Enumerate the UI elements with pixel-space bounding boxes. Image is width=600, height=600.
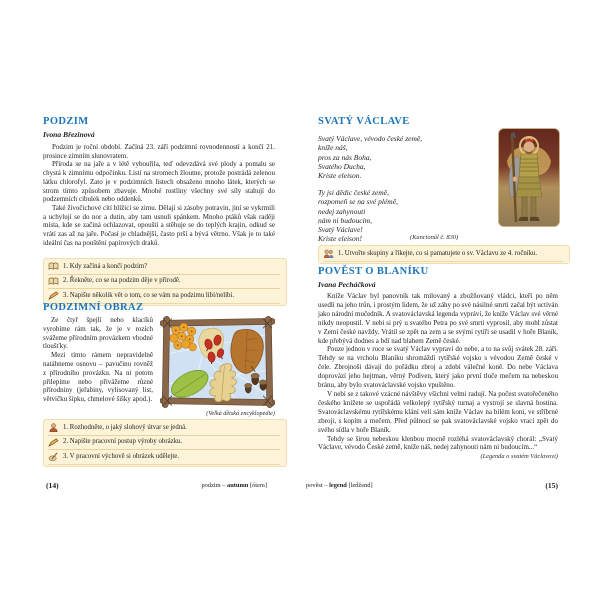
vocab-pronunciation: [ledžend] <box>346 482 373 489</box>
vocab-english: legend <box>329 482 347 489</box>
section-heading-povest-o-blaniku: POVĚST O BLANÍKU <box>318 266 429 277</box>
verse-line: Kriste eleison. <box>318 171 362 181</box>
craft-text <box>43 316 153 417</box>
author-name: Ivona Březinová <box>43 130 95 139</box>
task-box-podzim <box>43 258 287 306</box>
task-label: 2. Napište pracovní postup výroby obrázku. <box>63 438 183 446</box>
vocab-entry <box>201 482 267 489</box>
legend-attribution: (Legenda o svatém Václavovi) <box>480 453 558 461</box>
vocab-czech: pověst – <box>306 482 330 489</box>
section-heading-svaty-vaclave: SVATÝ VÁCLAVE <box>318 116 410 127</box>
task-item <box>48 436 280 451</box>
task-item <box>48 450 280 465</box>
page-number: (15) <box>545 481 558 490</box>
paragraph: Podzim je roční období. Začíná 23. září podzimní rovnodenností a končí 21. prosince zimním slunovratem. <box>43 143 275 160</box>
task-box-obraz <box>43 419 287 467</box>
pencil-icon <box>48 438 59 447</box>
hymn-source: (Kancionál č. 830) <box>410 234 459 241</box>
verse-line: Svatého Ducha, <box>318 161 366 171</box>
section-heading-podzimni-obraz: PODZIMNÍ OBRAZ <box>43 302 144 313</box>
saint-wenceslas-painting <box>498 128 560 227</box>
task-label: 2. Řekněte, co se na podzim děje v přírodě. <box>63 277 181 285</box>
verse-line: rozpomeň se na své plémě, <box>318 197 398 207</box>
book-icon <box>48 262 59 271</box>
autumn-picture-illustration <box>160 316 275 408</box>
verse-line: Svatý Václave! <box>318 225 363 235</box>
vocab-entry <box>306 482 373 489</box>
page-left <box>43 0 275 600</box>
task-label: 1. Rozhodněte, o jaký slohový útvar se jedná. <box>63 423 187 431</box>
hymn-stanza-1 <box>318 134 488 180</box>
verse-line: Ty jsi dědic české země, <box>318 188 389 197</box>
verse-line: nám ni budoucím, <box>318 215 372 225</box>
task-label: 3. Napište několik vět o tom, co se vám na podzimu líbí/nelíbí. <box>63 291 235 299</box>
task-label: 1. Utvořte skupiny a říkejte, co si pamatujete o sv. Václavu ze 4. ročníku. <box>338 249 538 257</box>
vocab-czech: podzim – <box>201 482 228 489</box>
verse-line: Kriste eleison! <box>318 234 362 244</box>
paragraph: Příroda se na jaře a v létě vybouřila, teď odevzdává své plody a pomalu se chystá k zimnímu odpočinku. Listí na stromech žloutne, protože postrádá zelenou látku chlorofyl. Zato je v podzimních listech obsaženo mnoho látek, kterých se strom tímto způsobem zbavuje. Mnohé rostliny všechny své síly stahují do podzemních cibulek nebo oddenků. <box>43 160 275 204</box>
paragraph: Kníže Václav byl panovník tak milovaný a zbožňovaný vládci, kteří po něm usedli na jeho trůn, i prostým lidem, že už záhy po své násilné smrti začal být uctíván jako národní mučedník. A svatováclavská legenda vypráví, že kníže Václav své věrné nikdy neopustil. V nebi si prý u svatého Petra po své smrti vyprosil, aby mohl zůstat v Zemi české navždy. Vrátil se zpět na zem a se svými rytíři se usadil v hoře Blaník, kde přebývá dodnes a bdí nad blahem Země české. <box>318 292 558 345</box>
task-item <box>48 275 280 290</box>
verse-line: nedej zahynouti <box>318 206 366 216</box>
task-item <box>323 247 563 262</box>
task-item <box>48 260 280 275</box>
craft-section <box>43 316 275 417</box>
legend-text <box>318 292 558 462</box>
book-icon <box>48 277 59 286</box>
pencil-icon <box>48 291 59 300</box>
task-label: 1. Kdy začíná a končí podzim? <box>63 262 148 270</box>
hand-pen-icon <box>48 452 59 461</box>
autumn-twig-frame-picture <box>160 316 275 417</box>
paragraph: V nebi se z takové vzácné návštěvy všichni velmi radují. Na počest svatořečeného českého knížete se uspořádá velkolepý rytířský turnaj a vystrojí se slavná hostina. Svatováclavskému rytířskému klání velí sám kníže Václav na bílém koni, ve stříbrné zbroji, s kopím a mečem. Před půlnocí se pak svatováclavské vojsko vrací zpět do svého sídla v hoře Blaník. <box>318 389 558 434</box>
verse-line: kníže náš, <box>318 143 348 153</box>
vocab-pronunciation: [ótem] <box>248 482 267 489</box>
page-number: (14) <box>46 481 59 490</box>
task-label: 3. V pracovní výchově si obrázek udělejte. <box>63 452 180 460</box>
saint-wenceslas-illustration <box>499 129 559 226</box>
paragraph: Také živočichové cítí blížící se zimu. Dělají si zásoby potravin, jiní se vykrmili a uchylují se do nor a dutin, aby tam usnuli spánkem. Mnoho ptáků však raději místa, kde se začíná ochlazovat, opouští a stěhuje se do teplých krajin, odkud se vrátí zas až na jaře. Počasí je chladnější, často prší a bývá větrno. Však je to také ideální čas na pouštění papírových draků. <box>43 203 275 247</box>
paragraph: Pouze jednou v roce se svatý Václav vypraví do nebe, a to na svůj svátek 28. září. Tehdy se na vrcholu Blaníku shromáždí rytířské vojsko s vévodou Země české v čele. Zbrojnoši dávají do pořádku zbroj a zdobí válečné koně. Do nebe Václava doprovází jeho hejtman, věrný Podiven, který jako první tluče mečem na nebeskou bránu, aby bylo svatováclavské vojsko vpuštěno. <box>318 345 558 390</box>
verse-line: pros za nás Boha, <box>318 152 372 162</box>
image-caption: (Velká dětská encyklopedie) <box>206 410 275 417</box>
verse-line: Svatý Václave, vévodo české země, <box>318 134 423 143</box>
vocab-english: autumn <box>227 482 249 489</box>
paragraph: Tehdy se širou nebeskou klenbou mocně rozléhá svatováclavský chorál: „Svatý Václave, vévodo České země, kníže náš, nedej zahynouti nám ni budoucím...“ <box>318 434 558 452</box>
section-heading-podzim: PODZIM <box>43 116 89 127</box>
person-icon <box>48 423 59 432</box>
paragraph: Mezi tímto rámem nepravidelně natáhneme osnovu – pavučinu rovněž z přírodního provázku. Na ni potom přilepíme nebo přivážeme různé přírodniny (jeřabiny, vylisovaný list, větvičku šípku, chmelové šišky apod.). <box>43 351 153 404</box>
group-icon <box>323 249 334 258</box>
author-name: Ivana Pecháčková <box>318 280 376 289</box>
task-box-vaclav <box>318 245 570 264</box>
page-right <box>306 0 558 600</box>
task-item <box>48 421 280 436</box>
intro-text <box>43 143 275 247</box>
paragraph: Ze čtyř špejlí nebo klacíků vyrobíme rám tak, že je v rozích svážeme přírodním provázkem vhodné tloušťky. <box>43 316 153 351</box>
